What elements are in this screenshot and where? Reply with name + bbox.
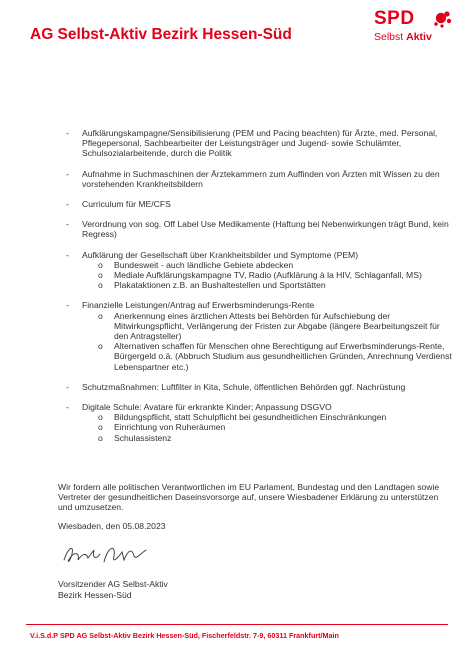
list-dash: - (66, 381, 69, 392)
logo-wordmark: SPD (374, 8, 415, 29)
list-item-text: Digitale Schule: Avatare für erkrankte Kinder; Anpassung DSGVO (82, 402, 332, 413)
sub-bullet: o (98, 259, 103, 270)
list-dash: - (66, 402, 69, 413)
date-line: Wiesbaden, den 05.08.2023 (58, 521, 166, 531)
list-item-text: Aufnahme in Suchmaschinen der Ärztekammern zum Auffinden von Ärzten mit Wissen zu den vorstehenden Krankheitsbildern (82, 168, 440, 189)
sub-list-item-text: Schulassistenz (114, 432, 172, 443)
sub-list-item-text: Bundesweit - auch ländliche Gebiete abdecken (114, 259, 294, 270)
list-item (58, 250, 453, 291)
list-item-text: Aufklärungskampagne/Sensibilisierung (PEM und Pacing beachten) für Ärzte, med. Personal, Pflegepersonal, Sachbearbeiter der Leistungsträger und Jugend- sowie Schulämter, Schulsozialarbeitende, durch die Politik (82, 128, 438, 159)
footer-divider (26, 624, 448, 625)
list-item-text: Schutzmaßnahmen: Luftfilter in Kita, Schule, öffentlichen Behörden ggf. Nachrüstung (82, 381, 406, 392)
list-dash: - (66, 219, 69, 230)
signature-org: Bezirk Hessen-Süd (58, 590, 132, 600)
list-item-text: Finanzielle Leistungen/Antrag auf Erwerbsminderungs-Rente (82, 300, 315, 311)
demands-list (58, 128, 453, 453)
signature-block (58, 579, 168, 601)
sub-list-item-text: Bildungspflicht, statt Schulpflicht bei gesundheitlichen Einschränkungen (114, 412, 387, 423)
sub-bullet: o (98, 341, 103, 352)
list-item (58, 169, 453, 189)
spd-logo (364, 8, 456, 48)
sub-list-item-text: Einrichtung von Ruheräumen (114, 422, 226, 433)
list-item-text: Verordnung von sog. Off Label Use Medikamente (Haftung bei Nebenwirkungen trägt Bund, kein Regress) (82, 219, 449, 240)
sub-bullet: o (98, 310, 103, 321)
sub-list-item (98, 341, 453, 372)
closing-paragraph: Wir fordern alle politischen Verantwortlichen im EU Parlament, Bundestag und den Landtagen sowie Vertreter der gesundheitlichen Daseinsvorsorge auf, unsere Wiesbadener Erklärung zu unterstützen und umzusetzen. (58, 482, 440, 513)
list-item-text: Curriculum für ME/CFS (82, 199, 171, 210)
sub-list-item-text: Mediale Aufklärungskampagne TV, Radio (Aufklärung à la HIV, Schlaganfall, MS) (114, 270, 422, 281)
sub-list-item-text: Plakataktionen z.B. an Bushaltestellen und Sportstätten (114, 280, 326, 291)
document-title: AG Selbst-Aktiv Bezirk Hessen-Süd (30, 26, 292, 43)
sub-bullet: o (98, 422, 103, 433)
sub-list-item (98, 433, 453, 443)
list-item (58, 199, 453, 209)
list-item-text: Aufklärung der Gesellschaft über Krankheitsbilder und Symptome (PEM) (82, 249, 359, 260)
sub-list-item-text: Anerkennung eines ärztlichen Attests bei Behörden für Aufschiebung der Mitwirkungspflicht, Verlängerung der Fristen zur Abgabe (längere Bearbeitungszeit für den Antragsteller) (114, 310, 440, 342)
list-item (58, 402, 453, 443)
logo-subtitle: Selbst Aktiv (374, 31, 432, 43)
signature-role: Vorsitzender AG Selbst-Aktiv (58, 579, 168, 589)
list-item (58, 300, 453, 371)
sub-bullet: o (98, 432, 103, 443)
sub-list-item (98, 270, 453, 280)
sub-bullet: o (98, 280, 103, 291)
rose-icon (428, 9, 452, 31)
sub-list-item (98, 280, 453, 290)
list-dash: - (66, 168, 69, 179)
list-dash: - (66, 199, 69, 210)
footer-imprint: V.i.S.d.P SPD AG Selbst-Aktiv Bezirk Hessen-Süd, Fischerfeldstr. 7-9, 60311 Frankfurt/Main (30, 631, 339, 640)
signature-image (60, 540, 150, 568)
sub-list-item (98, 260, 453, 270)
sub-bullet: o (98, 412, 103, 423)
sub-list-item (98, 412, 453, 422)
list-dash: - (66, 249, 69, 260)
list-dash: - (66, 128, 69, 138)
sub-list-item (98, 422, 453, 432)
sub-list-item-text: Alternativen schaffen für Menschen ohne Berechtigung auf Erwerbsminderungs-Rente, Bürgergeld o.ä. (Abbruch Studium aus gesundheitlichen Gründen, Anrechnung Verdienst Lebenspartner etc.) (114, 341, 452, 372)
list-item (58, 128, 453, 159)
list-item (58, 219, 453, 239)
sub-bullet: o (98, 270, 103, 281)
list-item (58, 382, 453, 392)
list-dash: - (66, 300, 69, 311)
sub-list-item (98, 311, 453, 342)
